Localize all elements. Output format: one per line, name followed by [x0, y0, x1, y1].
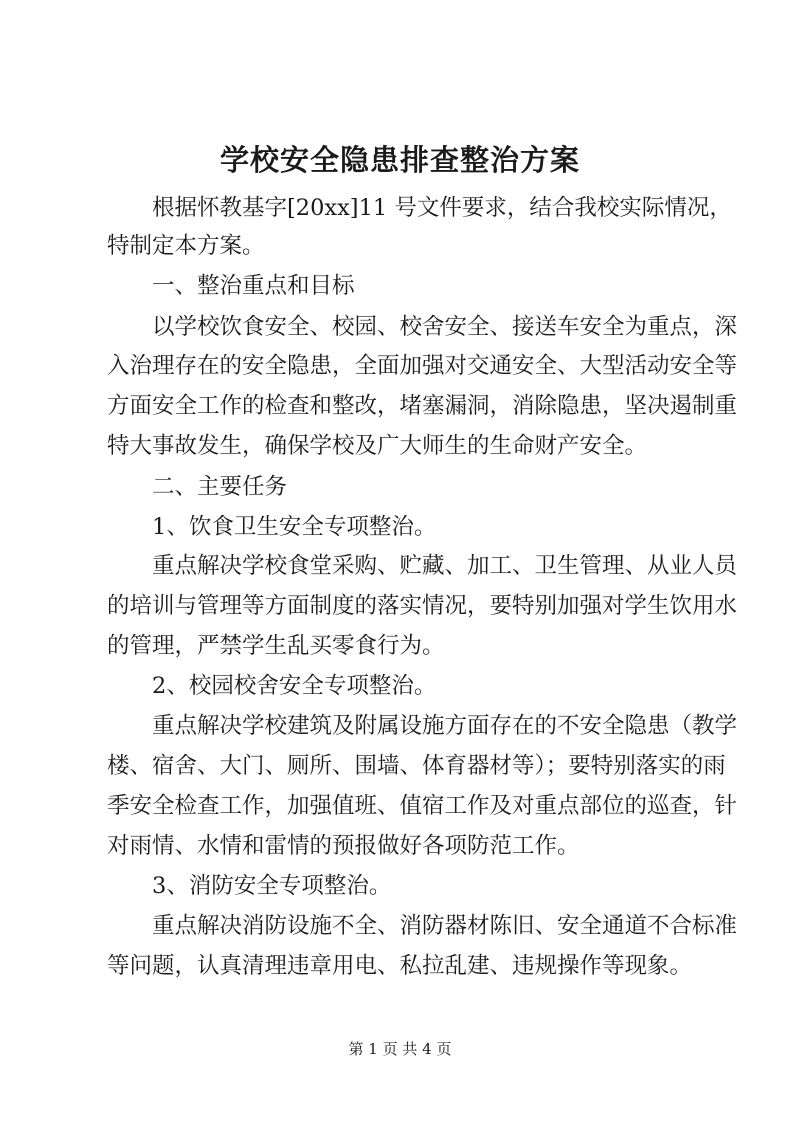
paragraph-line: 楼、宿舍、大门、厕所、围墙、体育器材等）；要特别落实的雨: [107, 753, 726, 779]
paragraph-line: 重点解决学校食堂采购、贮藏、加工、卫生管理、从业人员: [152, 553, 738, 579]
section-heading: 一、整治重点和目标: [152, 273, 355, 299]
paragraph-line: 方面安全工作的检查和整改，堵塞漏洞，消除隐患，坚决遏制重: [107, 393, 738, 419]
paragraph-line: 的培训与管理等方面制度的落实情况，要特别加强对学生饮用水: [107, 593, 738, 619]
subsection-heading: 2、校园校舍安全专项整治。: [152, 673, 437, 699]
paragraph-line: 对雨情、水情和雷情的预报做好各项防范工作。: [107, 833, 580, 859]
paragraph-line: 入治理存在的安全隐患，全面加强对交通安全、大型活动安全等: [107, 353, 738, 379]
page-footer: 第 1 页 共 4 页: [348, 1040, 452, 1058]
paragraph-line: 的管理，严禁学生乱买零食行为。: [107, 633, 445, 659]
document-title: 学校安全隐患排查整治方案: [219, 143, 580, 177]
paragraph-line: 特制定本方案。: [107, 233, 265, 259]
section-heading: 二、主要任务: [152, 474, 288, 500]
paragraph-line: 以学校饮食安全、校园、校舍安全、接送车安全为重点，深: [152, 314, 738, 340]
paragraph-line: 重点解决消防设施不全、消防器材陈旧、安全通道不合标准: [152, 913, 738, 939]
subsection-heading: 3、消防安全专项整治。: [152, 873, 392, 899]
subsection-heading: 1、饮食卫生安全专项整治。: [152, 514, 437, 540]
paragraph-line: 等问题，认真清理违章用电、私拉乱建、违规操作等现象。: [107, 953, 693, 979]
paragraph-line: 根据怀教基字[20xx]11 号文件要求，结合我校实际情况，: [152, 195, 732, 221]
paragraph-line: 特大事故发生，确保学校及广大师生的生命财产安全。: [107, 433, 648, 459]
paragraph-line: 重点解决学校建筑及附属设施方面存在的不安全隐患（教学: [152, 713, 738, 739]
paragraph-line: 季安全检查工作，加强值班、值宿工作及对重点部位的巡查，针: [107, 793, 738, 819]
